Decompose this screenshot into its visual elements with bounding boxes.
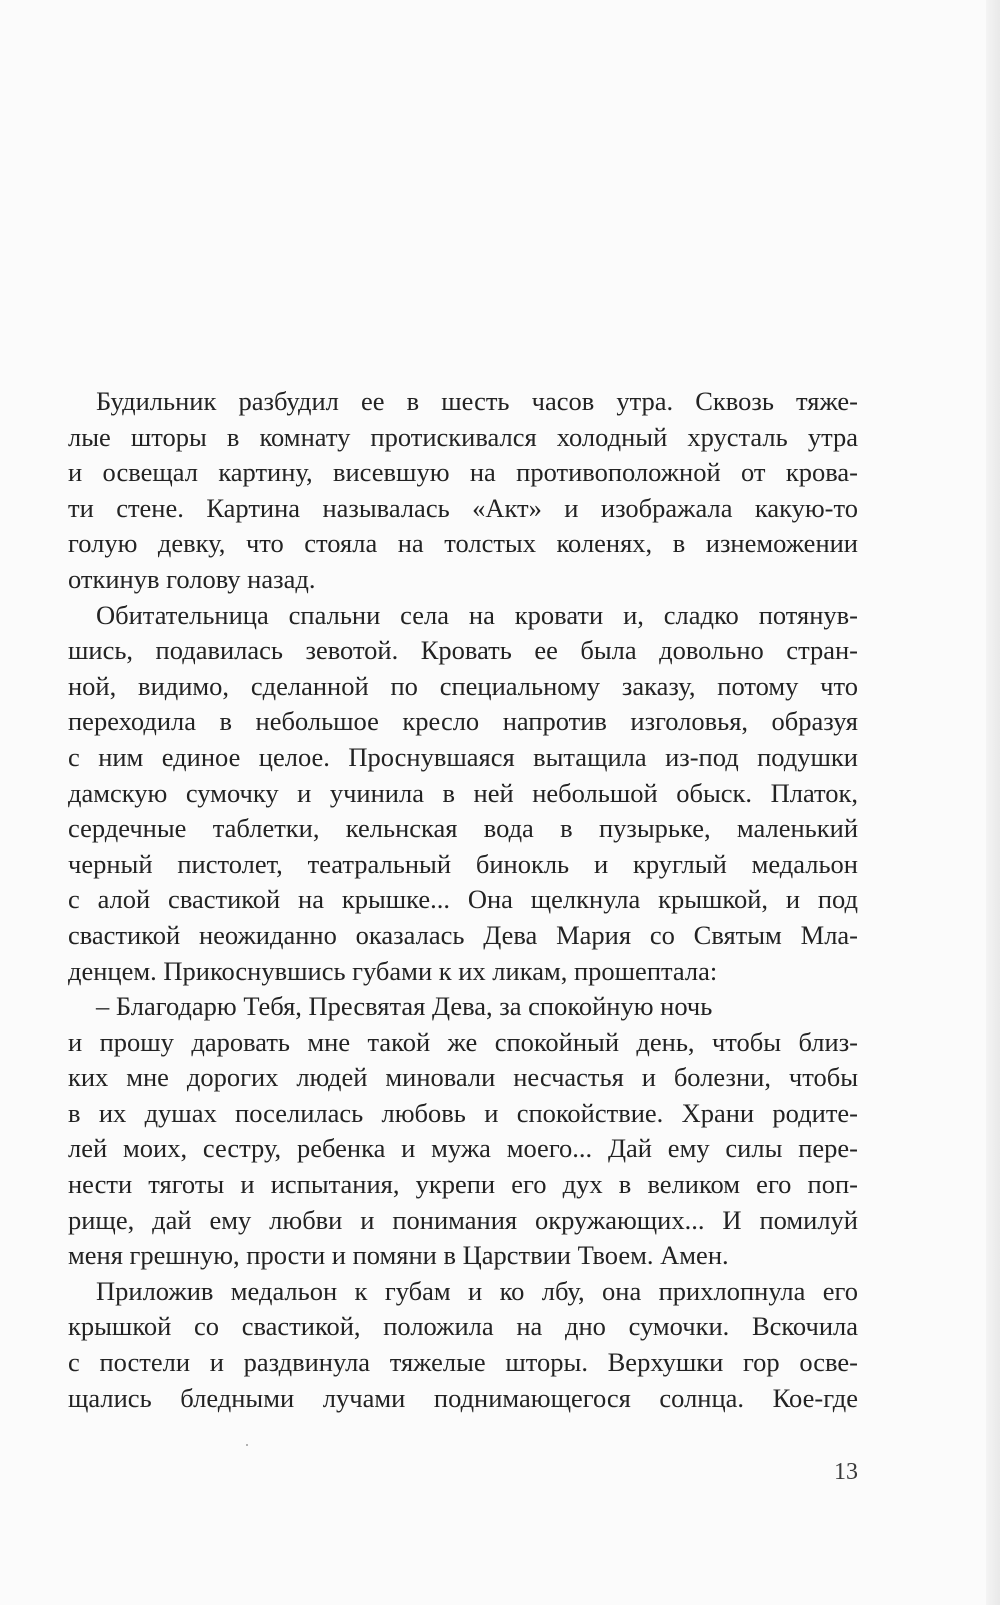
body-text — [68, 384, 858, 1416]
text-line: ной, видимо, сделанной по специальному заказу, потому что — [68, 670, 858, 701]
text-line: нести тяготы и испытания, укрепи его дух в великом его поп- — [68, 1169, 858, 1200]
page-number: 13 — [834, 1459, 858, 1485]
text-line: и прошу даровать мне такой же спокойный день, чтобы близ- — [68, 1026, 858, 1057]
text-line: сердечные таблетки, кельнская вода в пузырьке, маленький — [68, 813, 858, 844]
text-line: ких мне дорогих людей миновали несчастья и болезни, чтобы — [68, 1062, 858, 1093]
text-line: шись, подавилась зевотой. Кровать ее была довольно стран- — [68, 635, 858, 666]
text-line: голую девку, что стояла на толстых коленях, в изнеможении — [68, 528, 858, 559]
text-line: – Благодарю Тебя, Пресвятая Дева, за спокойную ночь — [96, 991, 713, 1022]
text-line: откинув голову назад. — [68, 563, 316, 594]
text-line: переходила в небольшое кресло напротив изголовья, образуя — [68, 706, 858, 737]
paragraph-2 — [68, 598, 858, 990]
text-line: черный пистолет, театральный бинокль и круглый медальон — [68, 848, 858, 879]
paragraph-1 — [68, 384, 858, 598]
text-line: свастикой неожиданно оказалась Дева Мария со Святым Мла- — [68, 919, 858, 950]
text-line: денцем. Прикоснувшись губами к их ликам, прошептала: — [68, 955, 718, 986]
text-line: лые шторы в комнату протискивался холодный хрусталь утра — [68, 421, 858, 452]
text-line: Будильник разбудил ее в шесть часов утра. Сквозь тяже- — [96, 386, 858, 416]
text-line: с ним единое целое. Проснувшаяся вытащила из-под подушки — [68, 741, 858, 772]
print-speck — [246, 1444, 248, 1446]
text-line: с алой свастикой на крышке... Она щелкнула крышкой, и под — [68, 884, 858, 915]
text-line: лей моих, сестру, ребенка и мужа моего... Дай ему силы пере- — [68, 1133, 858, 1164]
text-line: Приложив медальон к губам и ко лбу, она прихлопнула его — [96, 1275, 858, 1306]
text-line: меня грешную, прости и помяни в Царствии Твоем. Амен. — [68, 1240, 729, 1271]
page-edge-shadow — [986, 0, 1000, 1605]
paragraph-4 — [68, 1274, 858, 1416]
paragraph-3 — [68, 989, 858, 1274]
text-line: дамскую сумочку и учинила в ней небольшой обыск. Платок, — [68, 777, 858, 808]
text-line: рище, дай ему любви и понимания окружающих... И помилуй — [68, 1204, 858, 1235]
text-line: Обитательница спальни села на кровати и, сладко потянув- — [96, 599, 858, 630]
text-line: с постели и раздвинула тяжелые шторы. Верхушки гор осве- — [68, 1347, 858, 1378]
text-line: в их душах поселилась любовь и спокойствие. Храни родите- — [68, 1097, 858, 1128]
text-line: и освещал картину, висевшую на противоположной от крова- — [68, 457, 858, 488]
text-line: щались бледными лучами поднимающегося солнца. Кое-где — [68, 1382, 858, 1413]
text-line: ти стене. Картина называлась «Акт» и изображала какую-то — [68, 492, 858, 523]
text-line: крышкой со свастикой, положила на дно сумочки. Вскочила — [68, 1311, 858, 1342]
